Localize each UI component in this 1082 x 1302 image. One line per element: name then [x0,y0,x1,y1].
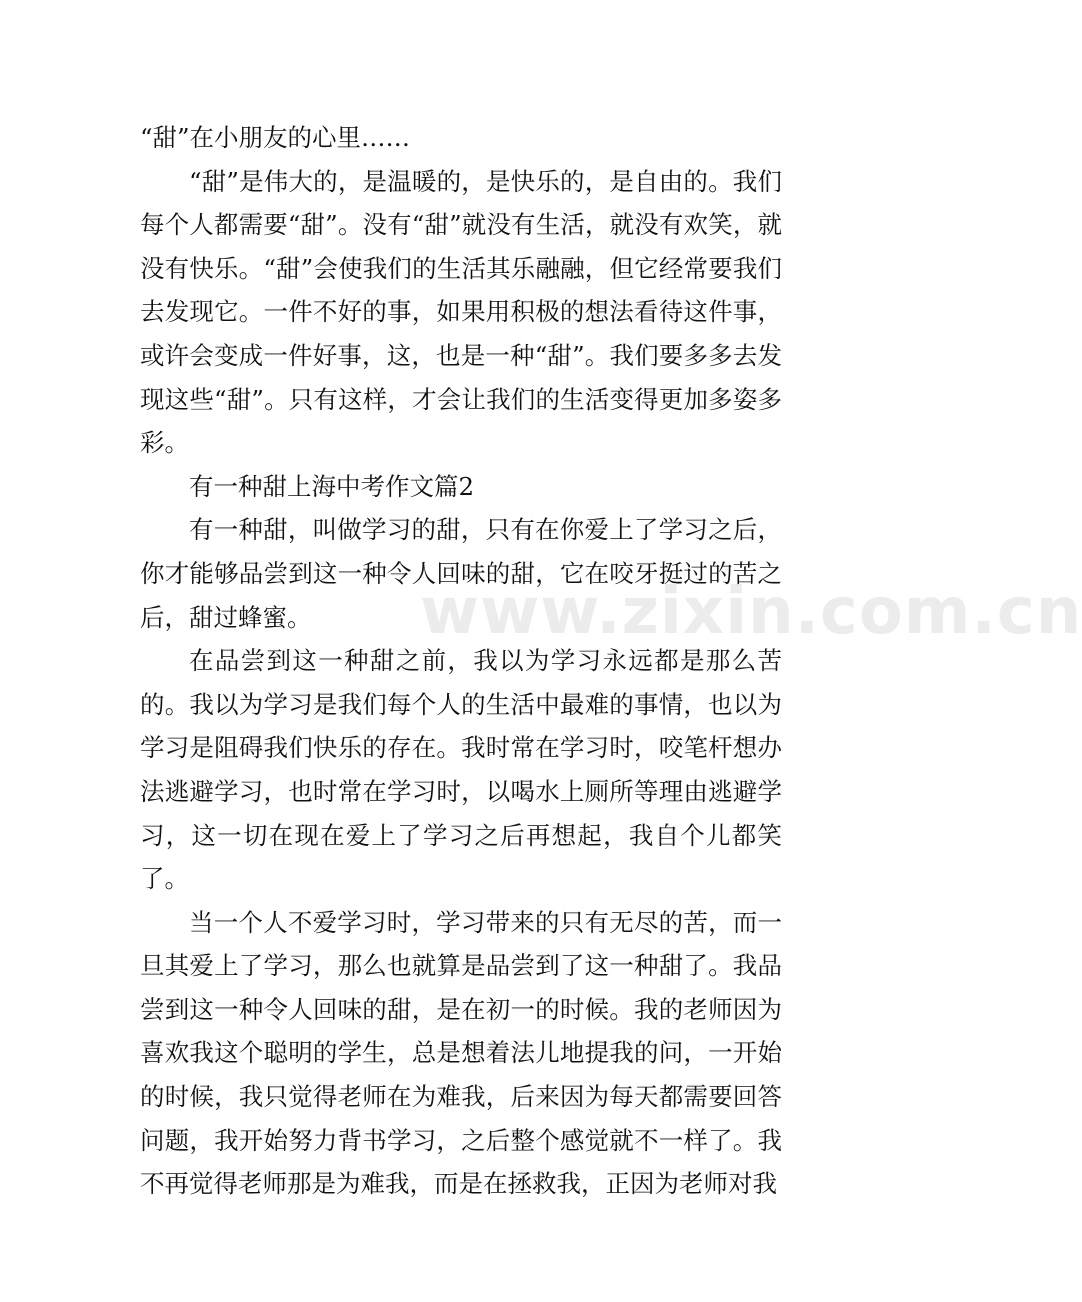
paragraph-teacher-story: 当一个人不爱学习时，学习带来的只有无尽的苦，而一旦其爱上了学习，那么也就算是品尝到了这一种甜了。我品尝到这一种令人回味的甜，是在初一的时候。我的老师因为喜欢我这个聪明的学生，总是想着法儿地提我的问，一开始的时候，我只觉得老师在为难我，后来因为每天都需要回答问题，我开始努力背书学习，之后整个感觉就不一样了。我不再觉得老师那是为难我，而是在拯救我，正因为老师对我 [140,907,782,1199]
paragraph-opening-line: “甜”在小朋友的心里…… [140,123,411,152]
section-heading: 有一种甜上海中考作文篇2 [189,471,475,501]
paragraph-before-tasting: 在品尝到这一种甜之前，我以为学习永远都是那么苦的。我以为学习是我们每个人的生活中最难的事情，也以为学习是阻碍我们快乐的存在。我时常在学习时，咬笔杆想办法逃避学习，也时常在学习时，以喝水上厕所等理由逃避学习，这一切在现在爱上了学习之后再想起，我自个儿都笑了。 [140,646,782,894]
watermark: www.zixin.com.cn [420,575,1082,649]
document-body [140,116,782,1206]
paragraph-study-sweetness: 有一种甜，叫做学习的甜，只有在你爱上了学习之后，你才能够品尝到这一种令人回味的甜，它在咬牙挺过的苦之后，甜过蜂蜜。 [140,515,782,632]
paragraph-sweetness-meaning: “甜”是伟大的，是温暖的，是快乐的，是自由的。我们每个人都需要“甜”。没有“甜”就没有生活，就没有欢笑，就没有快乐。“甜”会使我们的生活其乐融融，但它经常要我们去发现它。一件不好的事，如果用积极的想法看待这件事，或许会变成一件好事，这，也是一种“甜”。我们要多多去发现这些“甜”。只有这样，才会让我们的生活变得更加多姿多彩。 [140,166,782,458]
